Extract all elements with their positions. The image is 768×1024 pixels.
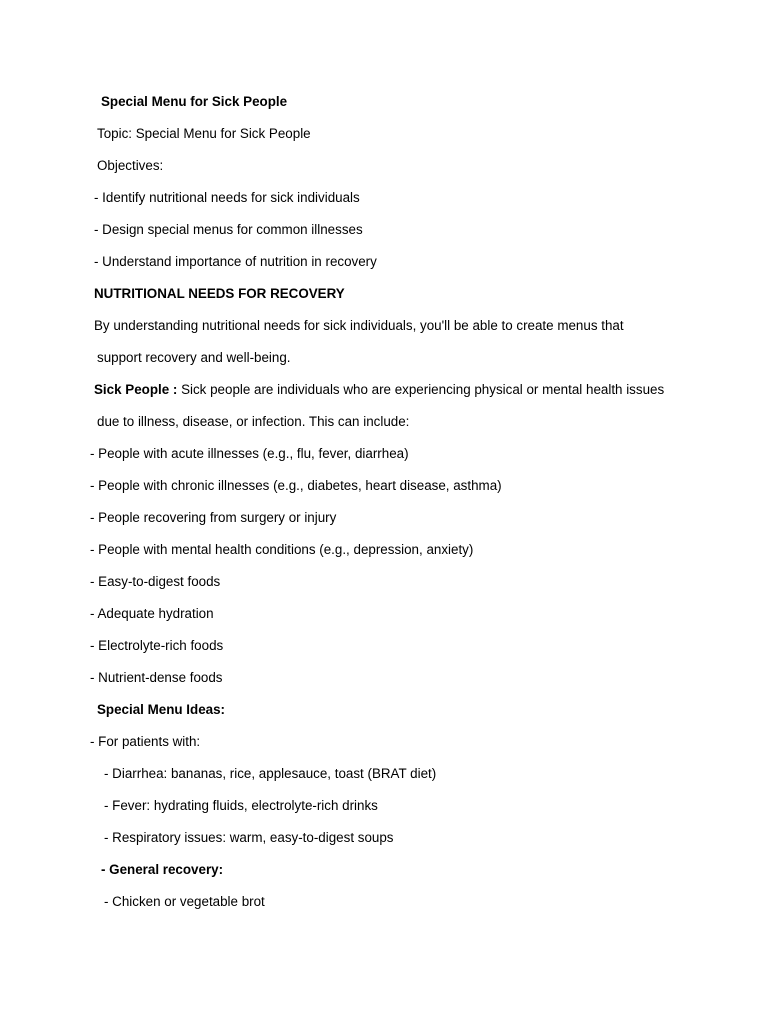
condition-item: - People with chronic illnesses (e.g., diabetes, heart disease, asthma) xyxy=(90,478,502,493)
need-item: - Easy-to-digest foods xyxy=(90,574,221,589)
section-heading: NUTRITIONAL NEEDS FOR RECOVERY xyxy=(94,286,345,301)
sick-people-paragraph-line: due to illness, disease, or infection. This can include: xyxy=(97,414,410,429)
sick-people-paragraph xyxy=(94,381,664,399)
condition-item: - People with acute illnesses (e.g., flu, fever, diarrhea) xyxy=(90,446,409,461)
sick-people-text: Sick people are individuals who are experiencing physical or mental health issues xyxy=(177,382,665,397)
objectives-heading: Objectives: xyxy=(97,158,164,173)
objective-item: - Design special menus for common illnesses xyxy=(94,222,363,237)
general-item: - Chicken or vegetable brot xyxy=(104,894,265,909)
patient-item: - Diarrhea: bananas, rice, applesauce, toast (BRAT diet) xyxy=(104,766,437,781)
patient-item: - Fever: hydrating fluids, electrolyte-rich drinks xyxy=(104,798,378,813)
intro-paragraph-line: By understanding nutritional needs for sick individuals, you'll be able to create menus that xyxy=(94,318,624,333)
need-item: - Electrolyte-rich foods xyxy=(90,638,224,653)
need-item: - Nutrient-dense foods xyxy=(90,670,223,685)
document-title: Special Menu for Sick People xyxy=(101,94,288,109)
menu-heading: Special Menu Ideas: xyxy=(97,702,225,717)
topic-line: Topic: Special Menu for Sick People xyxy=(97,126,311,141)
intro-paragraph-line: support recovery and well-being. xyxy=(97,350,291,365)
need-item: - Adequate hydration xyxy=(90,606,214,621)
general-recovery-heading: - General recovery: xyxy=(101,862,224,877)
patients-with-line: - For patients with: xyxy=(90,734,201,749)
condition-item: - People with mental health conditions (e.g., depression, anxiety) xyxy=(90,542,474,557)
objective-item: - Understand importance of nutrition in recovery xyxy=(94,254,377,269)
sick-people-label: Sick People : xyxy=(94,382,178,397)
objective-item: - Identify nutritional needs for sick individuals xyxy=(94,190,360,205)
patient-item: - Respiratory issues: warm, easy-to-digest soups xyxy=(104,830,394,845)
condition-item: - People recovering from surgery or injury xyxy=(90,510,337,525)
